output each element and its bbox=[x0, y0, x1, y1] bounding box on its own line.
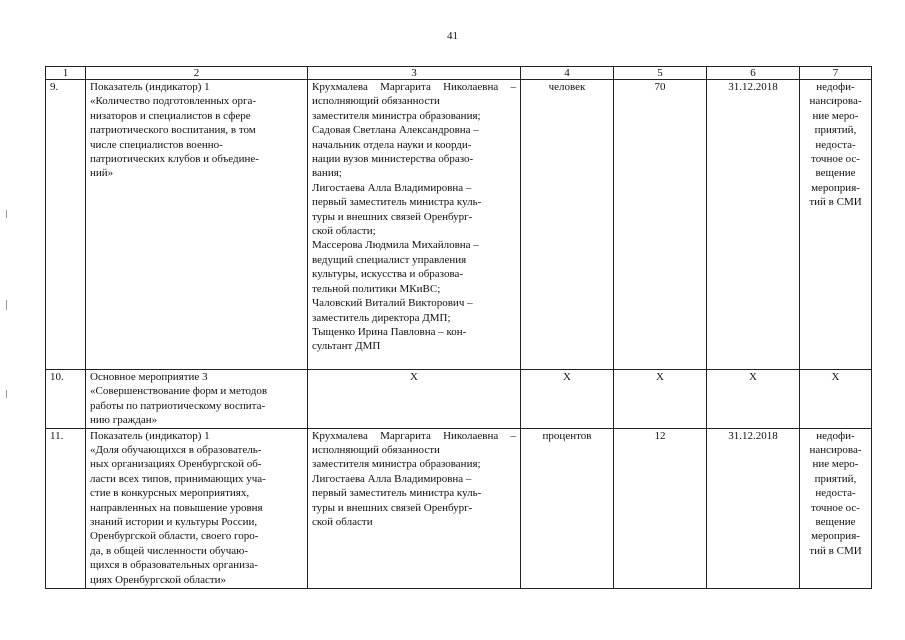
scan-mark bbox=[6, 210, 7, 218]
value: X bbox=[614, 370, 707, 429]
column-header-1: 1 bbox=[46, 67, 86, 80]
value: 70 bbox=[614, 80, 707, 370]
responsible-persons: X bbox=[308, 370, 521, 429]
column-header-2: 2 bbox=[86, 67, 308, 80]
risk-note: X bbox=[800, 370, 872, 429]
unit: X bbox=[521, 370, 614, 429]
row-number: 10. bbox=[46, 370, 86, 429]
unit: процентов bbox=[521, 428, 614, 588]
table-row bbox=[46, 80, 872, 370]
table-row bbox=[46, 370, 872, 429]
column-header-4: 4 bbox=[521, 67, 614, 80]
risk-note: недофи- нансирова- ние меро- приятий, недоста- точное ос- вещение мероприя- тий в СМИ bbox=[800, 428, 872, 588]
column-header-5: 5 bbox=[614, 67, 707, 80]
due-date: X bbox=[707, 370, 800, 429]
unit: человек bbox=[521, 80, 614, 370]
row-number: 11. bbox=[46, 428, 86, 588]
responsible-persons: Крухмалева Маргарита Николаевна – исполняющий обязанности заместителя министра образования; Садовая Светлана Александровна – начальник отдела науки и коорди- нации вузов министерства образо- вания; Лигостаева Алла Владимировна – первый заместитель министра куль- туры и внешних связей Оренбург- ской области; Массерова Людмила Михайловна – ведущий специалист управления культуры, искусства и образова- тельной политики МКиВС; Чаловский Виталий Викторович – заместитель директора ДМП; Тыщенко Ирина Павловна – кон- сультант ДМП bbox=[308, 80, 521, 370]
column-header-6: 6 bbox=[707, 67, 800, 80]
indicators-table bbox=[45, 66, 872, 589]
due-date: 31.12.2018 bbox=[707, 80, 800, 370]
column-header-3: 3 bbox=[308, 67, 521, 80]
indicator-name: Основное мероприятие 3 «Совершенствование форм и методов работы по патриотическому воспита- нию граждан» bbox=[86, 370, 308, 429]
row-number: 9. bbox=[46, 80, 86, 370]
due-date: 31.12.2018 bbox=[707, 428, 800, 588]
indicator-name: Показатель (индикатор) 1 «Доля обучающихся в образователь- ных организациях Оренбургской об- ласти всех типов, принимающих уча- стие в конкурсных мероприятиях, направленных на повышение уровня знаний истории и культуры России, Оренбургской области, своего горо- да, в общей численности обучаю- щихся в образовательных организа- циях Оренбургской области» bbox=[86, 428, 308, 588]
table-header-row bbox=[46, 67, 872, 80]
scan-mark bbox=[6, 390, 7, 398]
risk-note: недофи- нансирова- ние меро- приятий, недоста- точное ос- вещение мероприя- тий в СМИ bbox=[800, 80, 872, 370]
indicator-name: Показатель (индикатор) 1 «Количество подготовленных орга- низаторов и специалистов в сфере патриотического воспитания, в том числе специалистов военно- патриотических клубов и объедине- ний» bbox=[86, 80, 308, 370]
column-header-7: 7 bbox=[800, 67, 872, 80]
page-number: 41 bbox=[447, 30, 458, 42]
scan-mark bbox=[6, 300, 7, 310]
responsible-persons: Крухмалева Маргарита Николаевна – исполняющий обязанности заместителя министра образования; Лигостаева Алла Владимировна – первый заместитель министра куль- туры и внешних связей Оренбург- ской области bbox=[308, 428, 521, 588]
value: 12 bbox=[614, 428, 707, 588]
table-row bbox=[46, 428, 872, 588]
